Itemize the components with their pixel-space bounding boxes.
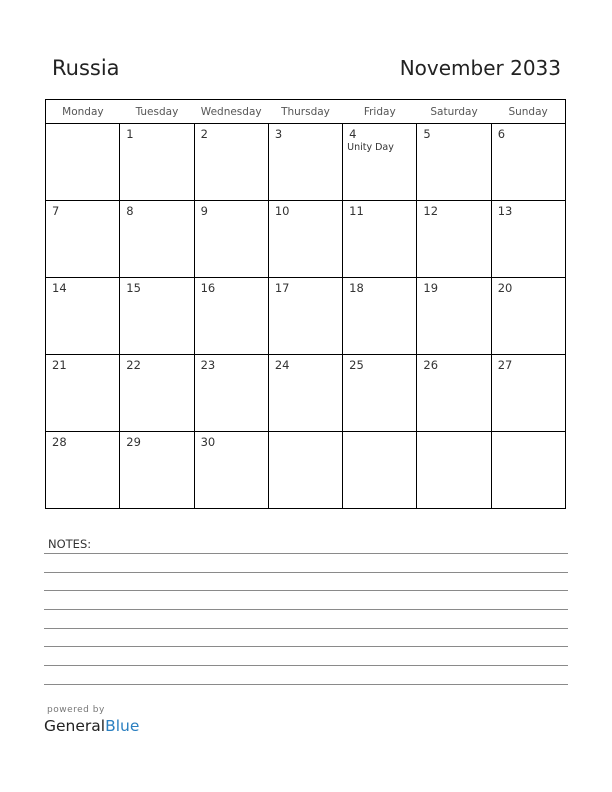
day-cell bbox=[417, 124, 491, 201]
day-cell bbox=[194, 278, 268, 355]
day-number bbox=[343, 432, 416, 435]
day-cell bbox=[417, 432, 491, 509]
day-number: 13 bbox=[497, 204, 513, 218]
weekday-header: Wednesday bbox=[194, 100, 268, 124]
day-number: 25 bbox=[349, 358, 364, 372]
notes-line bbox=[44, 684, 568, 685]
day-cell bbox=[46, 355, 120, 432]
brand-blue-text: Blue bbox=[105, 717, 140, 735]
calendar-week-row bbox=[46, 278, 566, 355]
day-cell bbox=[343, 355, 417, 432]
day-cell bbox=[343, 124, 417, 201]
day-cell bbox=[343, 278, 417, 355]
day-cell bbox=[268, 432, 342, 509]
day-number: 4 bbox=[349, 127, 357, 141]
month-year-title: November 2033 bbox=[399, 56, 561, 80]
day-number: 10 bbox=[274, 204, 290, 218]
day-cell bbox=[46, 124, 120, 201]
weekday-header-row bbox=[46, 100, 566, 124]
day-cell bbox=[268, 355, 342, 432]
day-cell bbox=[120, 124, 194, 201]
day-number: 7 bbox=[52, 204, 60, 218]
day-cell bbox=[46, 278, 120, 355]
day-cell bbox=[46, 432, 120, 509]
day-number: 29 bbox=[126, 435, 141, 449]
day-number: 17 bbox=[274, 281, 290, 295]
day-cell bbox=[120, 432, 194, 509]
day-cell bbox=[343, 201, 417, 278]
day-number: 22 bbox=[126, 358, 141, 372]
calendar-week-row bbox=[46, 355, 566, 432]
day-number: 3 bbox=[274, 127, 283, 141]
day-number: 24 bbox=[274, 358, 290, 372]
day-number: 23 bbox=[200, 358, 216, 372]
day-cell bbox=[120, 278, 194, 355]
notes-line bbox=[44, 590, 568, 591]
day-number: 6 bbox=[497, 127, 506, 141]
notes-label: NOTES: bbox=[48, 537, 92, 551]
notes-line bbox=[44, 665, 568, 666]
notes-line bbox=[44, 572, 568, 573]
day-cell bbox=[268, 124, 342, 201]
calendar-week-row bbox=[46, 124, 566, 201]
day-number: 16 bbox=[200, 281, 216, 295]
day-cell bbox=[417, 278, 491, 355]
day-number: 2 bbox=[200, 127, 208, 141]
weekday-header: Friday bbox=[343, 100, 417, 124]
day-cell bbox=[491, 124, 565, 201]
calendar-week-row bbox=[46, 201, 566, 278]
day-cell bbox=[46, 201, 120, 278]
calendar-week-row bbox=[46, 432, 566, 509]
weekday-header: Saturday bbox=[417, 100, 491, 124]
day-number: 28 bbox=[52, 435, 67, 449]
weekday-header: Sunday bbox=[491, 100, 565, 124]
day-number: 18 bbox=[349, 281, 364, 295]
day-number: 27 bbox=[497, 358, 513, 372]
brand-general-text: General bbox=[44, 717, 106, 735]
brand-logo bbox=[44, 717, 139, 735]
day-cell bbox=[417, 355, 491, 432]
day-cell bbox=[194, 201, 268, 278]
day-number: 14 bbox=[52, 281, 67, 295]
country-title: Russia bbox=[52, 56, 120, 80]
day-cell bbox=[268, 201, 342, 278]
day-number: 26 bbox=[423, 358, 439, 372]
powered-by-text: powered by bbox=[47, 705, 105, 715]
holiday-label: Unity Day bbox=[347, 142, 394, 153]
day-number: 11 bbox=[349, 204, 364, 218]
day-number: 5 bbox=[423, 127, 431, 141]
day-number bbox=[46, 124, 119, 127]
notes-line bbox=[44, 609, 568, 610]
day-cell bbox=[491, 432, 565, 509]
day-cell bbox=[491, 278, 565, 355]
day-number: 12 bbox=[423, 204, 439, 218]
day-cell bbox=[194, 432, 268, 509]
day-number: 9 bbox=[200, 204, 208, 218]
day-number: 15 bbox=[126, 281, 141, 295]
weekday-header: Monday bbox=[46, 100, 120, 124]
weekday-header: Tuesday bbox=[120, 100, 194, 124]
day-cell bbox=[194, 124, 268, 201]
day-cell bbox=[491, 355, 565, 432]
day-cell bbox=[417, 201, 491, 278]
day-cell bbox=[194, 355, 268, 432]
day-cell bbox=[120, 355, 194, 432]
day-number bbox=[417, 432, 490, 435]
day-number: 19 bbox=[423, 281, 439, 295]
day-number bbox=[269, 432, 342, 435]
day-cell bbox=[120, 201, 194, 278]
notes-line bbox=[44, 646, 568, 647]
day-number: 1 bbox=[126, 127, 134, 141]
notes-line bbox=[44, 553, 568, 554]
notes-line bbox=[44, 628, 568, 629]
weekday-header: Thursday bbox=[268, 100, 342, 124]
day-cell bbox=[343, 432, 417, 509]
day-number: 21 bbox=[52, 358, 67, 372]
day-number: 8 bbox=[126, 204, 134, 218]
day-cell bbox=[268, 278, 342, 355]
day-cell bbox=[491, 201, 565, 278]
day-number bbox=[492, 432, 565, 435]
day-number: 20 bbox=[497, 281, 513, 295]
day-number: 30 bbox=[200, 435, 216, 449]
calendar-grid bbox=[45, 99, 566, 509]
